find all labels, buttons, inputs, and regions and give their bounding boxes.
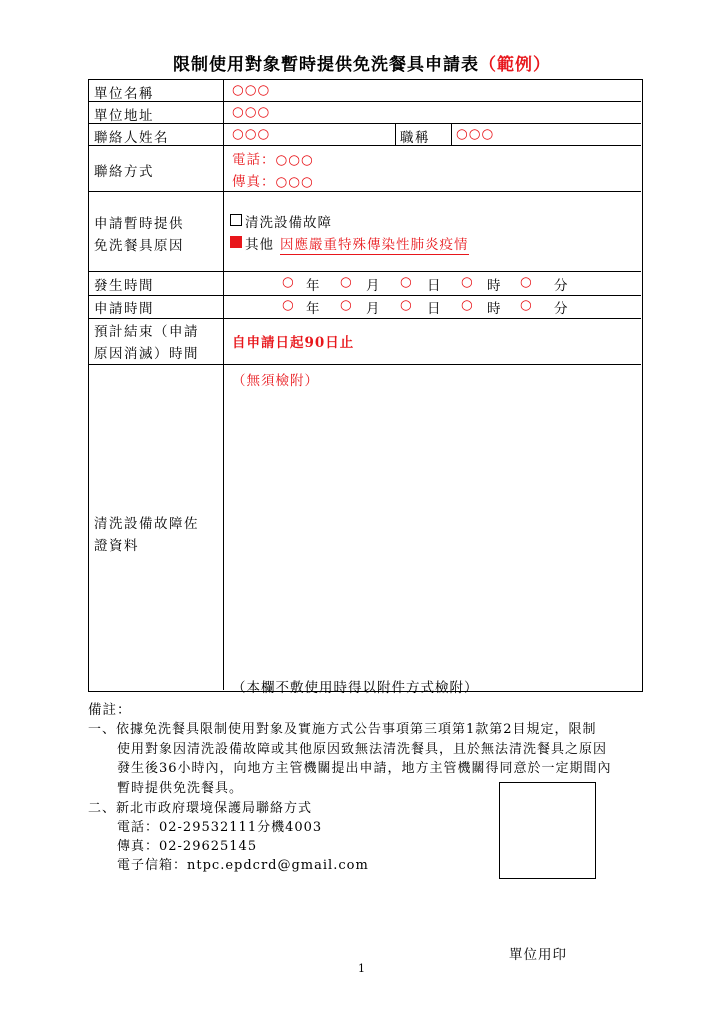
occur-hour-value: ○ [461, 274, 474, 290]
end-time-label-line2: 原因消滅）時間 [94, 346, 199, 362]
remark-2-phone: 電話：02-29532111分機4003 [117, 820, 323, 835]
form-title [0, 50, 724, 75]
remark-1-line-2: 使用對象因清洗設備故障或其他原因致無法清洗餐具，且於無法清洗餐具之原因 [117, 742, 608, 757]
option-other-text: 其他 [245, 237, 274, 253]
evidence-red-note: （無須檢附） [232, 373, 319, 389]
contact-method-label: 聯絡方式 [94, 164, 154, 180]
apply-minute-value: ○ [520, 297, 533, 313]
occur-day-value: ○ [400, 274, 413, 290]
end-time-value: 自申請日起90日止 [232, 335, 355, 351]
apply-day-value: ○ [400, 297, 413, 313]
fax-line [232, 170, 314, 190]
remark-1-line-3: 發生後36小時內，向地方主管機關提出申請，地方主管機關得同意於一定期間內 [117, 761, 612, 776]
remark-2-heading: 二、新北市政府環境保護局聯絡方式 [88, 801, 313, 816]
title-main: 限制使用對象暫時提供免洗餐具申請表 [173, 55, 479, 75]
checkbox-other[interactable] [230, 236, 242, 248]
unit-name-value: ○○○ [232, 82, 271, 98]
option-other-label [245, 233, 469, 253]
unit-address-value: ○○○ [232, 104, 271, 120]
apply-minute-unit: 分 [554, 301, 569, 317]
apply-day-unit: 日 [427, 301, 442, 317]
apply-month-unit: 月 [366, 301, 381, 317]
apply-year-value: ○ [282, 297, 295, 313]
title-example: （範例） [479, 55, 551, 75]
contact-name-label: 聯絡人姓名 [94, 130, 169, 146]
apply-hour-unit: 時 [487, 301, 502, 317]
evidence-label-line2: 證資料 [94, 538, 139, 554]
evidence-bottom-note: （本欄不敷使用時得以附件方式檢附） [232, 680, 479, 696]
end-time-label-line1: 預計結束（申請 [94, 324, 199, 340]
fax-value: 傳真：○○○ [232, 174, 314, 190]
unit-name-label: 單位名稱 [94, 86, 154, 102]
occur-minute-value: ○ [520, 274, 533, 290]
remark-2-email: 電子信箱：ntpc.epdcrd@gmail.com [117, 858, 369, 873]
phone-line [232, 148, 314, 168]
occur-year-value: ○ [282, 274, 295, 290]
occur-hour-unit: 時 [487, 278, 502, 294]
remark-1-line-1: 一、依據免洗餐具限制使用對象及實施方式公告事項第三項第1款第2目規定，限制 [88, 722, 597, 737]
option-other-detail: 因應嚴重特殊傳染性肺炎疫情 [280, 237, 469, 253]
option-equipment-failure-label: 清洗設備故障 [245, 215, 332, 231]
apply-time-label: 申請時間 [94, 301, 154, 317]
reason-label-line2: 免洗餐具原因 [94, 238, 184, 254]
apply-month-value: ○ [340, 297, 353, 313]
checkbox-equipment-failure[interactable] [230, 214, 242, 226]
contact-name-value: ○○○ [232, 126, 271, 142]
occur-time-label: 發生時間 [94, 278, 154, 294]
unit-stamp-label: 單位用印 [509, 947, 567, 963]
page-number: 1 [358, 962, 366, 975]
remarks-heading: 備註： [88, 702, 132, 718]
remark-1-line-4: 暫時提供免洗餐具。 [117, 781, 244, 796]
job-title-label: 職稱 [400, 130, 430, 146]
job-title-value: ○○○ [456, 126, 495, 142]
unit-address-label: 單位地址 [94, 108, 154, 124]
unit-stamp-box [499, 782, 596, 879]
occur-month-unit: 月 [366, 278, 381, 294]
evidence-label-line1: 清洗設備故障佐 [94, 516, 199, 532]
phone-value: 電話：○○○ [232, 152, 314, 168]
apply-hour-value: ○ [461, 297, 474, 313]
remark-2-fax: 傳真：02-29625145 [117, 839, 258, 854]
occur-year-unit: 年 [306, 278, 321, 294]
reason-label-line1: 申請暫時提供 [94, 216, 184, 232]
occur-day-unit: 日 [427, 278, 442, 294]
apply-year-unit: 年 [306, 301, 321, 317]
occur-minute-unit: 分 [554, 278, 569, 294]
application-table [88, 79, 643, 692]
occur-month-value: ○ [340, 274, 353, 290]
